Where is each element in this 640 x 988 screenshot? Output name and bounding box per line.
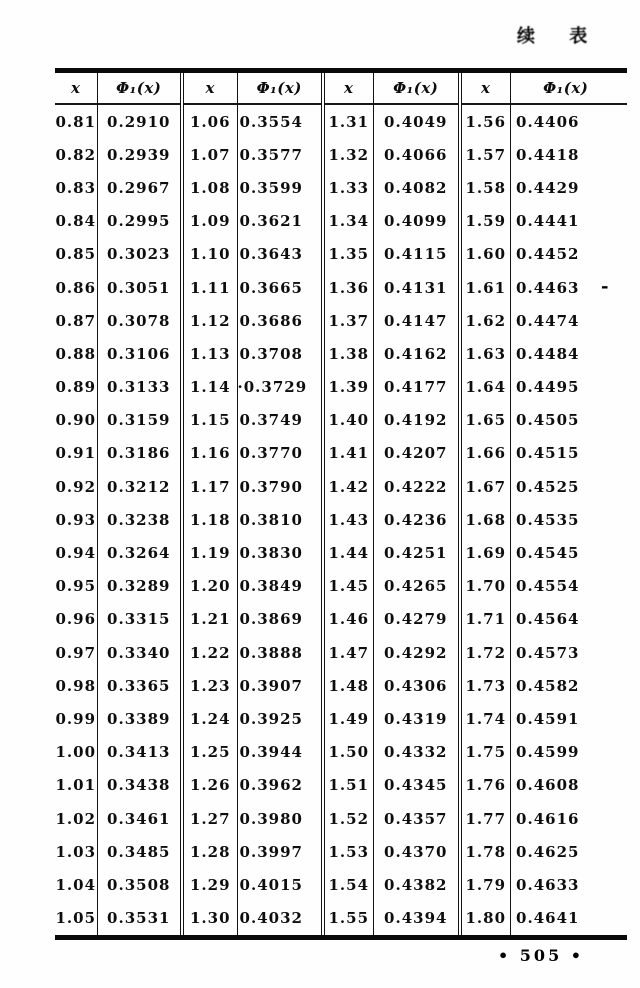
x-value-cell: 1.76: [460, 769, 510, 802]
x-value-cell: 1.68: [460, 503, 510, 536]
phi-value-cell: 0.4429: [510, 171, 627, 204]
x-value-cell: 1.33: [323, 171, 373, 204]
table-row: [55, 437, 627, 470]
table-row: [55, 570, 627, 603]
x-value-cell: 1.73: [460, 669, 510, 702]
phi-value-cell: 0.3621: [237, 205, 323, 238]
x-value-cell: 0.99: [55, 709, 97, 728]
table-row: [55, 536, 627, 569]
column-header-x: x: [460, 71, 510, 105]
x-value-cell: 1.52: [323, 802, 373, 835]
phi-value-cell: 0.3790: [237, 470, 323, 503]
phi-value-cell: 0.4608: [510, 769, 627, 802]
x-value-cell: 1.26: [182, 769, 237, 802]
column-header-phi: Φ₁(x): [97, 71, 182, 105]
x-value-cell: 1.16: [182, 437, 237, 470]
column-header-phi: Φ₁(x): [373, 71, 460, 105]
phi-value-cell: 0.3389: [97, 702, 182, 735]
x-value-cell: 1.31: [323, 104, 373, 138]
phi-value-cell: 0.4292: [373, 636, 460, 669]
x-value-cell: 1.32: [323, 138, 373, 171]
column-header-phi: Φ₁(x): [237, 71, 323, 105]
phi-value-cell: 0.2910: [97, 104, 182, 138]
phi-value-cell: 0.4394: [373, 902, 460, 938]
x-value-cell: 1.75: [460, 736, 510, 769]
x-value-cell: 1.63: [460, 337, 510, 370]
phi-value-cell: 0.2967: [97, 171, 182, 204]
x-value-cell: 1.51: [323, 769, 373, 802]
x-value-cell: 0.93: [55, 510, 97, 529]
x-value-cell: 1.00: [55, 743, 97, 762]
phi-value-cell: 0.4066: [373, 138, 460, 171]
x-value-cell: 1.35: [323, 238, 373, 271]
x-value-cell: 1.66: [460, 437, 510, 470]
x-value-cell: 1.05: [55, 909, 97, 928]
x-value-cell: 0.83: [55, 178, 97, 197]
phi-value-cell: 0.4131: [373, 271, 460, 304]
table-row: [55, 337, 627, 370]
x-value-cell: 1.38: [323, 337, 373, 370]
x-value-cell: 1.28: [182, 835, 237, 868]
phi-value-cell: 0.3438: [97, 769, 182, 802]
x-value-cell: 1.64: [460, 371, 510, 404]
phi-value-cell: 0.3051: [97, 271, 182, 304]
phi-value-cell: 0.3770: [237, 437, 323, 470]
x-value-cell: 1.42: [323, 470, 373, 503]
x-value-cell: 0.86: [55, 278, 97, 297]
x-value-cell: 1.43: [323, 503, 373, 536]
phi-value-cell: 0.4441: [510, 205, 627, 238]
phi-value-cell: 0.3997: [237, 835, 323, 868]
phi-value-cell: 0.3686: [237, 304, 323, 337]
x-value-cell: 1.57: [460, 138, 510, 171]
x-value-cell: 1.72: [460, 636, 510, 669]
x-value-cell: 0.89: [55, 378, 97, 397]
column-header-x: x: [182, 71, 237, 105]
table-row: [55, 271, 627, 304]
x-value-cell: 1.50: [323, 736, 373, 769]
phi-value-cell: 0.3365: [97, 669, 182, 702]
x-value-cell: 1.18: [182, 503, 237, 536]
phi-value-cell: 0.4484: [510, 337, 627, 370]
x-value-cell: 1.22: [182, 636, 237, 669]
header-row: [55, 71, 627, 105]
phi-value-cell: 0.3186: [97, 437, 182, 470]
phi-value-cell: 0.3413: [97, 736, 182, 769]
x-value-cell: 1.29: [182, 868, 237, 901]
phi-value-cell: 0.4564: [510, 603, 627, 636]
x-value-cell: 1.49: [323, 702, 373, 735]
table-row: [55, 835, 627, 868]
x-value-cell: 1.67: [460, 470, 510, 503]
x-value-cell: 1.24: [182, 702, 237, 735]
table-row: [55, 669, 627, 702]
phi-value-cell: 0.4582: [510, 669, 627, 702]
phi-value-cell: 0.4599: [510, 736, 627, 769]
phi-value-cell: 0.3485: [97, 835, 182, 868]
x-value-cell: 1.39: [323, 371, 373, 404]
x-value-cell: 1.10: [182, 238, 237, 271]
x-value-cell: 1.55: [323, 902, 373, 938]
x-value-cell: 0.91: [55, 444, 97, 463]
x-value-cell: 1.59: [460, 205, 510, 238]
phi-value-cell: 0.4162: [373, 337, 460, 370]
phi-value-cell: 0.3944: [237, 736, 323, 769]
x-value-cell: 1.07: [182, 138, 237, 171]
table-row: [55, 736, 627, 769]
phi-value-cell: 0.3962: [237, 769, 323, 802]
phi-value-cell: 0.3461: [97, 802, 182, 835]
phi-value-cell: 0.3023: [97, 238, 182, 271]
phi-value-cell: 0.4641: [510, 902, 627, 938]
x-value-cell: 1.60: [460, 238, 510, 271]
x-value-cell: 1.03: [55, 842, 97, 861]
phi-value-cell: 0.4370: [373, 835, 460, 868]
x-value-cell: 1.15: [182, 404, 237, 437]
x-value-cell: 1.56: [460, 104, 510, 138]
phi-value-cell: 0.4207: [373, 437, 460, 470]
phi-value-cell: 0.4115: [373, 238, 460, 271]
phi-value-cell: 0.3577: [237, 138, 323, 171]
phi-value-cell: 0.4332: [373, 736, 460, 769]
phi-value-cell: 0.4495: [510, 371, 627, 404]
x-value-cell: 0.90: [55, 411, 97, 430]
x-value-cell: 0.94: [55, 544, 97, 563]
phi-value-cell: 0.4545: [510, 536, 627, 569]
x-value-cell: 0.96: [55, 610, 97, 629]
x-value-cell: 0.88: [55, 344, 97, 363]
phi-value-cell: 0.3078: [97, 304, 182, 337]
table-row: [55, 603, 627, 636]
phi-value-cell: 0.3508: [97, 868, 182, 901]
x-value-cell: 1.21: [182, 603, 237, 636]
phi-value-cell: 0.4515: [510, 437, 627, 470]
x-value-cell: 1.37: [323, 304, 373, 337]
phi-value-cell: 0.3925: [237, 702, 323, 735]
x-value-cell: 0.97: [55, 643, 97, 662]
x-value-cell: 1.40: [323, 404, 373, 437]
table-row: [55, 503, 627, 536]
x-value-cell: 1.27: [182, 802, 237, 835]
phi-value-cell: 0.4279: [373, 603, 460, 636]
x-value-cell: 1.70: [460, 570, 510, 603]
phi-value-cell: 0.4147: [373, 304, 460, 337]
phi-value-cell: 0.3849: [237, 570, 323, 603]
x-value-cell: 1.47: [323, 636, 373, 669]
phi-value-cell: 0.4345: [373, 769, 460, 802]
stray-ink-mark: -: [601, 276, 609, 297]
phi-value-cell: 0.3315: [97, 603, 182, 636]
phi-value-cell: ·0.3729: [237, 371, 323, 404]
phi-value-cell: 0.4265: [373, 570, 460, 603]
phi-value-cell: 0.4418: [510, 138, 627, 171]
column-header-x: x: [323, 71, 373, 105]
x-value-cell: 1.36: [323, 271, 373, 304]
phi-value-cell: 0.4406: [510, 104, 627, 138]
x-value-cell: 1.48: [323, 669, 373, 702]
phi-value-cell: 0.4573: [510, 636, 627, 669]
x-value-cell: 1.41: [323, 437, 373, 470]
x-value-cell: 1.02: [55, 809, 97, 828]
phi-value-cell: 0.4015: [237, 868, 323, 901]
phi-value-cell: 0.3665: [237, 271, 323, 304]
table-row: [55, 304, 627, 337]
x-value-cell: 0.95: [55, 577, 97, 596]
table-row: [55, 238, 627, 271]
phi-value-cell: 0.3599: [237, 171, 323, 204]
page-number: • 505 •: [498, 946, 584, 965]
phi-value-cell: 0.4554: [510, 570, 627, 603]
x-value-cell: 0.92: [55, 477, 97, 496]
x-value-cell: 1.45: [323, 570, 373, 603]
x-value-cell: 1.25: [182, 736, 237, 769]
x-value-cell: 1.46: [323, 603, 373, 636]
phi-value-cell: 0.3708: [237, 337, 323, 370]
x-value-cell: 1.04: [55, 875, 97, 894]
table-row: [55, 702, 627, 735]
phi-value-cell: 0.4616: [510, 802, 627, 835]
x-value-cell: 1.69: [460, 536, 510, 569]
phi-value-cell: 0.3980: [237, 802, 323, 835]
table-row: [55, 371, 627, 404]
x-value-cell: 1.09: [182, 205, 237, 238]
x-value-cell: 1.44: [323, 536, 373, 569]
x-value-cell: 1.61: [460, 271, 510, 304]
table-row: [55, 205, 627, 238]
x-value-cell: 1.74: [460, 702, 510, 735]
table-row: [55, 138, 627, 171]
phi-value-cell: 0.3554: [237, 104, 323, 138]
phi-value-cell: 0.4525: [510, 470, 627, 503]
x-value-cell: 1.01: [55, 776, 97, 795]
phi-value-cell: 0.4505: [510, 404, 627, 437]
table-header: [55, 71, 627, 105]
phi-value-cell: 0.2995: [97, 205, 182, 238]
x-value-cell: 0.87: [55, 311, 97, 330]
phi-value-cell: 0.3212: [97, 470, 182, 503]
x-value-cell: 1.30: [182, 902, 237, 938]
x-value-cell: 1.06: [182, 104, 237, 138]
phi-value-cell: 0.4251: [373, 536, 460, 569]
x-value-cell: 0.85: [55, 245, 97, 264]
phi-value-cell: 0.4633: [510, 868, 627, 901]
x-value-cell: 1.79: [460, 868, 510, 901]
normal-distribution-table: [55, 68, 627, 940]
phi-value-cell: 0.4222: [373, 470, 460, 503]
phi-value-cell: 0.3340: [97, 636, 182, 669]
phi-value-cell: 0.3888: [237, 636, 323, 669]
table-row: [55, 802, 627, 835]
phi-value-cell: 0.4082: [373, 171, 460, 204]
x-value-cell: 1.53: [323, 835, 373, 868]
x-value-cell: 1.12: [182, 304, 237, 337]
phi-value-cell: 0.3106: [97, 337, 182, 370]
table-row: [55, 104, 627, 138]
phi-value-cell: 0.3810: [237, 503, 323, 536]
phi-value-cell: 0.4049: [373, 104, 460, 138]
phi-value-cell: 0.4177: [373, 371, 460, 404]
phi-value-cell: 0.4591: [510, 702, 627, 735]
table-row: [55, 404, 627, 437]
table-row: [55, 902, 627, 938]
phi-value-cell: 0.4357: [373, 802, 460, 835]
table-row: [55, 636, 627, 669]
table-body: [55, 104, 627, 937]
x-value-cell: 0.84: [55, 212, 97, 231]
phi-value-cell: 0.4306: [373, 669, 460, 702]
table-row: [55, 171, 627, 204]
continued-table-label: 续 表: [517, 26, 602, 47]
table-row: [55, 470, 627, 503]
x-value-cell: 1.13: [182, 337, 237, 370]
x-value-cell: 1.20: [182, 570, 237, 603]
x-value-cell: 1.34: [323, 205, 373, 238]
phi-value-cell: 0.3289: [97, 570, 182, 603]
x-value-cell: 1.62: [460, 304, 510, 337]
x-value-cell: 1.11: [182, 271, 237, 304]
phi-value-cell: 0.3133: [97, 371, 182, 404]
phi-value-cell: 0.4032: [237, 902, 323, 938]
phi-value-cell: 0.4452: [510, 238, 627, 271]
x-value-cell: 1.14: [182, 371, 237, 404]
phi-value-cell: 0.4474: [510, 304, 627, 337]
phi-value-cell: 0.3159: [97, 404, 182, 437]
phi-value-cell: 0.3907: [237, 669, 323, 702]
phi-value-cell: 0.4463: [510, 271, 627, 304]
phi-value-cell: 0.4382: [373, 868, 460, 901]
x-value-cell: 1.58: [460, 171, 510, 204]
phi-value-cell: 0.4099: [373, 205, 460, 238]
x-value-cell: 0.82: [55, 145, 97, 164]
table-row: [55, 769, 627, 802]
phi-value-cell: 0.4192: [373, 404, 460, 437]
x-value-cell: 1.78: [460, 835, 510, 868]
x-value-cell: 0.81: [55, 112, 97, 131]
x-value-cell: 1.23: [182, 669, 237, 702]
x-value-cell: 1.08: [182, 171, 237, 204]
phi-value-cell: 0.3238: [97, 503, 182, 536]
x-value-cell: 0.98: [55, 676, 97, 695]
phi-value-cell: 0.3869: [237, 603, 323, 636]
phi-value-cell: 0.4535: [510, 503, 627, 536]
phi-value-cell: 0.2939: [97, 138, 182, 171]
x-value-cell: 1.80: [460, 902, 510, 938]
phi-value-cell: 0.3643: [237, 238, 323, 271]
phi-value-cell: 0.4319: [373, 702, 460, 735]
x-value-cell: 1.77: [460, 802, 510, 835]
table-row: [55, 868, 627, 901]
phi-value-cell: 0.4625: [510, 835, 627, 868]
phi-value-cell: 0.3749: [237, 404, 323, 437]
x-value-cell: 1.71: [460, 603, 510, 636]
phi-value-cell: 0.3830: [237, 536, 323, 569]
phi-value-cell: 0.3531: [97, 902, 182, 938]
column-header-x: x: [55, 71, 97, 105]
phi-value-cell: 0.3264: [97, 536, 182, 569]
x-value-cell: 1.54: [323, 868, 373, 901]
x-value-cell: 1.17: [182, 470, 237, 503]
x-value-cell: 1.65: [460, 404, 510, 437]
column-header-phi: Φ₁(x): [510, 71, 627, 105]
phi-value-cell: 0.4236: [373, 503, 460, 536]
x-value-cell: 1.19: [182, 536, 237, 569]
